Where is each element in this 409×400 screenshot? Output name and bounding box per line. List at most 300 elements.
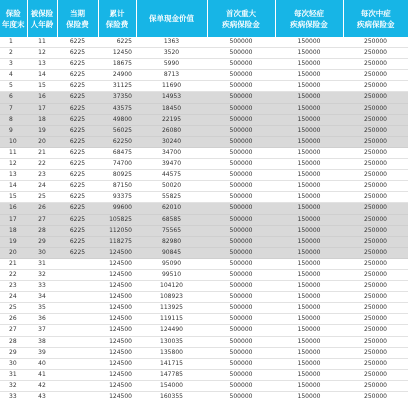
cell-moderate-illness-benefit: 250000 — [343, 159, 408, 170]
cell-cash-value: 124490 — [136, 325, 207, 336]
cell-policy-year-end: 7 — [0, 103, 27, 114]
cell-insured-age: 33 — [27, 281, 57, 292]
cell-critical-illness-benefit: 500000 — [207, 392, 275, 400]
cell-policy-year-end: 2 — [0, 48, 27, 59]
table-row — [0, 147, 408, 158]
cell-cumulative-premium: 87150 — [98, 181, 136, 192]
header-cumulative-premium: 累计 保险费 — [98, 0, 136, 37]
cell-cumulative-premium: 124500 — [98, 336, 136, 347]
table-row — [0, 70, 408, 81]
cell-mild-illness-benefit: 150000 — [275, 325, 343, 336]
table-row — [0, 380, 408, 391]
cell-critical-illness-benefit: 500000 — [207, 314, 275, 325]
table-row — [0, 369, 408, 380]
cell-cumulative-premium: 24900 — [98, 70, 136, 81]
cell-policy-year-end: 28 — [0, 336, 27, 347]
cell-moderate-illness-benefit: 250000 — [343, 81, 408, 92]
cell-insured-age: 17 — [27, 103, 57, 114]
cell-mild-illness-benefit: 150000 — [275, 70, 343, 81]
cell-mild-illness-benefit: 150000 — [275, 336, 343, 347]
cell-cumulative-premium: 74700 — [98, 159, 136, 170]
table-row — [0, 269, 408, 280]
table-row — [0, 59, 408, 70]
cell-current-premium — [57, 325, 98, 336]
cell-mild-illness-benefit: 150000 — [275, 358, 343, 369]
cell-cumulative-premium: 118275 — [98, 236, 136, 247]
cell-cash-value: 130035 — [136, 336, 207, 347]
cell-moderate-illness-benefit: 250000 — [343, 48, 408, 59]
cell-current-premium: 6225 — [57, 214, 98, 225]
cell-critical-illness-benefit: 500000 — [207, 347, 275, 358]
cell-current-premium — [57, 347, 98, 358]
cell-cumulative-premium: 124500 — [98, 347, 136, 358]
cell-mild-illness-benefit: 150000 — [275, 369, 343, 380]
cell-policy-year-end: 1 — [0, 37, 27, 48]
cell-cumulative-premium: 105825 — [98, 214, 136, 225]
cell-moderate-illness-benefit: 250000 — [343, 181, 408, 192]
cell-policy-year-end: 9 — [0, 125, 27, 136]
cell-cash-value: 55825 — [136, 192, 207, 203]
cell-current-premium: 6225 — [57, 125, 98, 136]
cell-mild-illness-benefit: 150000 — [275, 125, 343, 136]
cell-cash-value: 82980 — [136, 236, 207, 247]
cell-cumulative-premium: 18675 — [98, 59, 136, 70]
cell-mild-illness-benefit: 150000 — [275, 247, 343, 258]
cell-mild-illness-benefit: 150000 — [275, 347, 343, 358]
cell-critical-illness-benefit: 500000 — [207, 214, 275, 225]
cell-insured-age: 12 — [27, 48, 57, 59]
cell-cumulative-premium: 124500 — [98, 269, 136, 280]
cell-current-premium: 6225 — [57, 48, 98, 59]
cell-cumulative-premium: 124500 — [98, 325, 136, 336]
cell-critical-illness-benefit: 500000 — [207, 325, 275, 336]
cell-insured-age: 39 — [27, 347, 57, 358]
cell-moderate-illness-benefit: 250000 — [343, 269, 408, 280]
cell-critical-illness-benefit: 500000 — [207, 203, 275, 214]
cell-policy-year-end: 32 — [0, 380, 27, 391]
cell-current-premium: 6225 — [57, 147, 98, 158]
cell-insured-age: 36 — [27, 314, 57, 325]
cell-policy-year-end: 12 — [0, 159, 27, 170]
cell-cumulative-premium: 12450 — [98, 48, 136, 59]
table-row — [0, 203, 408, 214]
cell-current-premium: 6225 — [57, 37, 98, 48]
header-policy-year-end: 保险 年度末 — [0, 0, 27, 37]
cell-policy-year-end: 30 — [0, 358, 27, 369]
cell-current-premium — [57, 281, 98, 292]
cell-mild-illness-benefit: 150000 — [275, 114, 343, 125]
cell-policy-year-end: 24 — [0, 292, 27, 303]
table-row — [0, 48, 408, 59]
cell-critical-illness-benefit: 500000 — [207, 37, 275, 48]
table-row — [0, 125, 408, 136]
cell-policy-year-end: 15 — [0, 192, 27, 203]
table-row — [0, 225, 408, 236]
cell-mild-illness-benefit: 150000 — [275, 269, 343, 280]
table-row — [0, 258, 408, 269]
cell-moderate-illness-benefit: 250000 — [343, 125, 408, 136]
cell-current-premium: 6225 — [57, 81, 98, 92]
table-row — [0, 170, 408, 181]
cell-cash-value: 95090 — [136, 258, 207, 269]
cell-current-premium — [57, 380, 98, 391]
cell-cumulative-premium: 80925 — [98, 170, 136, 181]
header-moderate-illness-benefit: 每次中症 疾病保险金 — [343, 0, 408, 37]
cell-policy-year-end: 13 — [0, 170, 27, 181]
cell-mild-illness-benefit: 150000 — [275, 303, 343, 314]
cell-current-premium — [57, 336, 98, 347]
cell-insured-age: 42 — [27, 380, 57, 391]
cell-cash-value: 44575 — [136, 170, 207, 181]
cell-cash-value: 26080 — [136, 125, 207, 136]
cell-insured-age: 27 — [27, 214, 57, 225]
cell-mild-illness-benefit: 150000 — [275, 236, 343, 247]
cell-critical-illness-benefit: 500000 — [207, 181, 275, 192]
cell-cash-value: 62010 — [136, 203, 207, 214]
cell-cash-value: 141715 — [136, 358, 207, 369]
cell-critical-illness-benefit: 500000 — [207, 114, 275, 125]
cell-policy-year-end: 23 — [0, 281, 27, 292]
cell-policy-year-end: 20 — [0, 247, 27, 258]
cell-insured-age: 29 — [27, 236, 57, 247]
cell-cash-value: 3520 — [136, 48, 207, 59]
cell-moderate-illness-benefit: 250000 — [343, 192, 408, 203]
header-current-premium: 当期 保险费 — [57, 0, 98, 37]
cell-moderate-illness-benefit: 250000 — [343, 170, 408, 181]
cell-current-premium: 6225 — [57, 225, 98, 236]
cell-current-premium — [57, 292, 98, 303]
cell-policy-year-end: 10 — [0, 136, 27, 147]
cell-mild-illness-benefit: 150000 — [275, 214, 343, 225]
table-row — [0, 358, 408, 369]
cell-policy-year-end: 3 — [0, 59, 27, 70]
cell-moderate-illness-benefit: 250000 — [343, 37, 408, 48]
cell-moderate-illness-benefit: 250000 — [343, 136, 408, 147]
cell-cash-value: 160355 — [136, 392, 207, 400]
cell-insured-age: 21 — [27, 147, 57, 158]
table-row — [0, 303, 408, 314]
cell-moderate-illness-benefit: 250000 — [343, 281, 408, 292]
cell-policy-year-end: 14 — [0, 181, 27, 192]
cell-cumulative-premium: 68475 — [98, 147, 136, 158]
cell-insured-age: 23 — [27, 170, 57, 181]
cell-policy-year-end: 18 — [0, 225, 27, 236]
cell-mild-illness-benefit: 150000 — [275, 103, 343, 114]
cell-insured-age: 41 — [27, 369, 57, 380]
cell-current-premium — [57, 303, 98, 314]
table-row — [0, 92, 408, 103]
table-row — [0, 336, 408, 347]
cell-cumulative-premium: 43575 — [98, 103, 136, 114]
cell-policy-year-end: 22 — [0, 269, 27, 280]
cell-cash-value: 1363 — [136, 37, 207, 48]
cell-moderate-illness-benefit: 250000 — [343, 358, 408, 369]
cell-critical-illness-benefit: 500000 — [207, 70, 275, 81]
cell-moderate-illness-benefit: 250000 — [343, 214, 408, 225]
cell-insured-age: 28 — [27, 225, 57, 236]
cell-cash-value: 99510 — [136, 269, 207, 280]
cell-cash-value: 34700 — [136, 147, 207, 158]
table-row — [0, 159, 408, 170]
cell-current-premium: 6225 — [57, 236, 98, 247]
table-row — [0, 236, 408, 247]
cell-current-premium — [57, 369, 98, 380]
cell-mild-illness-benefit: 150000 — [275, 59, 343, 70]
cell-mild-illness-benefit: 150000 — [275, 159, 343, 170]
cell-policy-year-end: 8 — [0, 114, 27, 125]
cell-current-premium — [57, 258, 98, 269]
cell-policy-year-end: 21 — [0, 258, 27, 269]
cell-cash-value: 135800 — [136, 347, 207, 358]
table-row — [0, 103, 408, 114]
cell-mild-illness-benefit: 150000 — [275, 37, 343, 48]
cell-insured-age: 25 — [27, 192, 57, 203]
cell-insured-age: 32 — [27, 269, 57, 280]
cell-cumulative-premium: 124500 — [98, 292, 136, 303]
cell-mild-illness-benefit: 150000 — [275, 81, 343, 92]
cell-current-premium: 6225 — [57, 136, 98, 147]
cell-insured-age: 11 — [27, 37, 57, 48]
cell-critical-illness-benefit: 500000 — [207, 92, 275, 103]
cell-insured-age: 18 — [27, 114, 57, 125]
cell-policy-year-end: 6 — [0, 92, 27, 103]
cell-cash-value: 8713 — [136, 70, 207, 81]
cell-policy-year-end: 25 — [0, 303, 27, 314]
cell-moderate-illness-benefit: 250000 — [343, 347, 408, 358]
cell-insured-age: 20 — [27, 136, 57, 147]
cell-cash-value: 119115 — [136, 314, 207, 325]
table-row — [0, 181, 408, 192]
cell-mild-illness-benefit: 150000 — [275, 181, 343, 192]
cell-policy-year-end: 4 — [0, 70, 27, 81]
cell-current-premium — [57, 358, 98, 369]
cell-moderate-illness-benefit: 250000 — [343, 225, 408, 236]
cell-critical-illness-benefit: 500000 — [207, 48, 275, 59]
cell-insured-age: 13 — [27, 59, 57, 70]
cell-insured-age: 35 — [27, 303, 57, 314]
cell-critical-illness-benefit: 500000 — [207, 303, 275, 314]
table-row — [0, 81, 408, 92]
cell-cumulative-premium: 31125 — [98, 81, 136, 92]
cell-cumulative-premium: 124500 — [98, 392, 136, 400]
table-row — [0, 114, 408, 125]
cell-cash-value: 14953 — [136, 92, 207, 103]
table-row — [0, 392, 408, 400]
cell-current-premium: 6225 — [57, 192, 98, 203]
cell-cash-value: 154000 — [136, 380, 207, 391]
cell-insured-age: 38 — [27, 336, 57, 347]
cell-insured-age: 22 — [27, 159, 57, 170]
cell-mild-illness-benefit: 150000 — [275, 203, 343, 214]
cell-current-premium: 6225 — [57, 70, 98, 81]
cell-moderate-illness-benefit: 250000 — [343, 392, 408, 400]
cell-critical-illness-benefit: 500000 — [207, 358, 275, 369]
cell-insured-age: 40 — [27, 358, 57, 369]
cell-critical-illness-benefit: 500000 — [207, 170, 275, 181]
cell-moderate-illness-benefit: 250000 — [343, 203, 408, 214]
cell-policy-year-end: 5 — [0, 81, 27, 92]
cell-current-premium: 6225 — [57, 181, 98, 192]
cell-cumulative-premium: 99600 — [98, 203, 136, 214]
table-row — [0, 247, 408, 258]
cell-critical-illness-benefit: 500000 — [207, 380, 275, 391]
cell-current-premium: 6225 — [57, 247, 98, 258]
cell-mild-illness-benefit: 150000 — [275, 136, 343, 147]
cell-current-premium — [57, 392, 98, 400]
cell-critical-illness-benefit: 500000 — [207, 281, 275, 292]
header-row — [0, 0, 408, 37]
cell-moderate-illness-benefit: 250000 — [343, 314, 408, 325]
cell-moderate-illness-benefit: 250000 — [343, 92, 408, 103]
cell-moderate-illness-benefit: 250000 — [343, 247, 408, 258]
cell-insured-age: 43 — [27, 392, 57, 400]
cell-cash-value: 50020 — [136, 181, 207, 192]
cell-mild-illness-benefit: 150000 — [275, 292, 343, 303]
cell-moderate-illness-benefit: 250000 — [343, 336, 408, 347]
cell-critical-illness-benefit: 500000 — [207, 192, 275, 203]
table-row — [0, 325, 408, 336]
cell-cash-value: 22195 — [136, 114, 207, 125]
cell-cash-value: 75565 — [136, 225, 207, 236]
cell-cash-value: 90845 — [136, 247, 207, 258]
cell-cumulative-premium: 49800 — [98, 114, 136, 125]
cell-insured-age: 26 — [27, 203, 57, 214]
cell-insured-age: 16 — [27, 92, 57, 103]
cell-cumulative-premium: 124500 — [98, 314, 136, 325]
table-row — [0, 281, 408, 292]
cell-cumulative-premium: 124500 — [98, 380, 136, 391]
table-row — [0, 347, 408, 358]
cell-cumulative-premium: 124500 — [98, 369, 136, 380]
cell-critical-illness-benefit: 500000 — [207, 159, 275, 170]
table-row — [0, 37, 408, 48]
cell-insured-age: 24 — [27, 181, 57, 192]
header-first-critical-illness-benefit: 首次重大 疾病保险金 — [207, 0, 275, 37]
cell-current-premium: 6225 — [57, 203, 98, 214]
cell-cumulative-premium: 124500 — [98, 258, 136, 269]
cell-critical-illness-benefit: 500000 — [207, 81, 275, 92]
cell-mild-illness-benefit: 150000 — [275, 258, 343, 269]
cell-current-premium: 6225 — [57, 59, 98, 70]
cell-moderate-illness-benefit: 250000 — [343, 147, 408, 158]
cell-insured-age: 14 — [27, 70, 57, 81]
cell-policy-year-end: 11 — [0, 147, 27, 158]
cell-current-premium: 6225 — [57, 114, 98, 125]
cell-cash-value: 18450 — [136, 103, 207, 114]
cell-cash-value: 11690 — [136, 81, 207, 92]
table-row — [0, 214, 408, 225]
cell-mild-illness-benefit: 150000 — [275, 48, 343, 59]
cell-moderate-illness-benefit: 250000 — [343, 59, 408, 70]
cell-insured-age: 31 — [27, 258, 57, 269]
cell-mild-illness-benefit: 150000 — [275, 225, 343, 236]
cell-critical-illness-benefit: 500000 — [207, 103, 275, 114]
cell-cash-value: 30240 — [136, 136, 207, 147]
cell-critical-illness-benefit: 500000 — [207, 125, 275, 136]
cell-cash-value: 5990 — [136, 59, 207, 70]
table-row — [0, 314, 408, 325]
table-body — [0, 37, 408, 400]
cell-cash-value: 147785 — [136, 369, 207, 380]
cell-critical-illness-benefit: 500000 — [207, 369, 275, 380]
cell-cumulative-premium: 124500 — [98, 281, 136, 292]
cell-mild-illness-benefit: 150000 — [275, 281, 343, 292]
header-cash-value: 保单现金价值 — [136, 0, 207, 37]
table-row — [0, 136, 408, 147]
cell-cash-value: 104120 — [136, 281, 207, 292]
cell-policy-year-end: 16 — [0, 203, 27, 214]
cell-policy-year-end: 27 — [0, 325, 27, 336]
cell-insured-age: 34 — [27, 292, 57, 303]
cell-moderate-illness-benefit: 250000 — [343, 258, 408, 269]
cell-current-premium: 6225 — [57, 159, 98, 170]
header-insured-age: 被保险 人年龄 — [27, 0, 57, 37]
cell-cumulative-premium: 37350 — [98, 92, 136, 103]
cell-mild-illness-benefit: 150000 — [275, 192, 343, 203]
cell-critical-illness-benefit: 500000 — [207, 269, 275, 280]
cell-current-premium — [57, 269, 98, 280]
cell-cumulative-premium: 62250 — [98, 136, 136, 147]
cell-cash-value: 113925 — [136, 303, 207, 314]
cell-critical-illness-benefit: 500000 — [207, 236, 275, 247]
cell-moderate-illness-benefit: 250000 — [343, 70, 408, 81]
cell-cumulative-premium: 6225 — [98, 37, 136, 48]
cell-policy-year-end: 31 — [0, 369, 27, 380]
cell-mild-illness-benefit: 150000 — [275, 314, 343, 325]
header-mild-illness-benefit: 每次轻症 疾病保险金 — [275, 0, 343, 37]
cell-policy-year-end: 29 — [0, 347, 27, 358]
cell-moderate-illness-benefit: 250000 — [343, 380, 408, 391]
cell-moderate-illness-benefit: 250000 — [343, 325, 408, 336]
cell-insured-age: 37 — [27, 325, 57, 336]
cell-mild-illness-benefit: 150000 — [275, 380, 343, 391]
cell-policy-year-end: 33 — [0, 392, 27, 400]
cell-insured-age: 30 — [27, 247, 57, 258]
cell-moderate-illness-benefit: 250000 — [343, 303, 408, 314]
cell-cumulative-premium: 112050 — [98, 225, 136, 236]
cell-cumulative-premium: 124500 — [98, 247, 136, 258]
cell-mild-illness-benefit: 150000 — [275, 392, 343, 400]
table-header — [0, 0, 408, 37]
cell-moderate-illness-benefit: 250000 — [343, 114, 408, 125]
cell-current-premium: 6225 — [57, 170, 98, 181]
table-row — [0, 292, 408, 303]
table-row — [0, 192, 408, 203]
cell-critical-illness-benefit: 500000 — [207, 336, 275, 347]
cell-cash-value: 68585 — [136, 214, 207, 225]
cell-insured-age: 15 — [27, 81, 57, 92]
cell-moderate-illness-benefit: 250000 — [343, 103, 408, 114]
cell-mild-illness-benefit: 150000 — [275, 92, 343, 103]
cell-policy-year-end: 19 — [0, 236, 27, 247]
cell-critical-illness-benefit: 500000 — [207, 59, 275, 70]
cell-moderate-illness-benefit: 250000 — [343, 236, 408, 247]
cell-mild-illness-benefit: 150000 — [275, 170, 343, 181]
cell-critical-illness-benefit: 500000 — [207, 292, 275, 303]
cell-critical-illness-benefit: 500000 — [207, 136, 275, 147]
cell-cumulative-premium: 56025 — [98, 125, 136, 136]
cell-critical-illness-benefit: 500000 — [207, 225, 275, 236]
cell-mild-illness-benefit: 150000 — [275, 147, 343, 158]
cell-cumulative-premium: 93375 — [98, 192, 136, 203]
cell-current-premium: 6225 — [57, 92, 98, 103]
cell-cumulative-premium: 124500 — [98, 303, 136, 314]
cell-critical-illness-benefit: 500000 — [207, 247, 275, 258]
cell-insured-age: 19 — [27, 125, 57, 136]
cell-current-premium: 6225 — [57, 103, 98, 114]
cell-moderate-illness-benefit: 250000 — [343, 369, 408, 380]
cell-policy-year-end: 17 — [0, 214, 27, 225]
